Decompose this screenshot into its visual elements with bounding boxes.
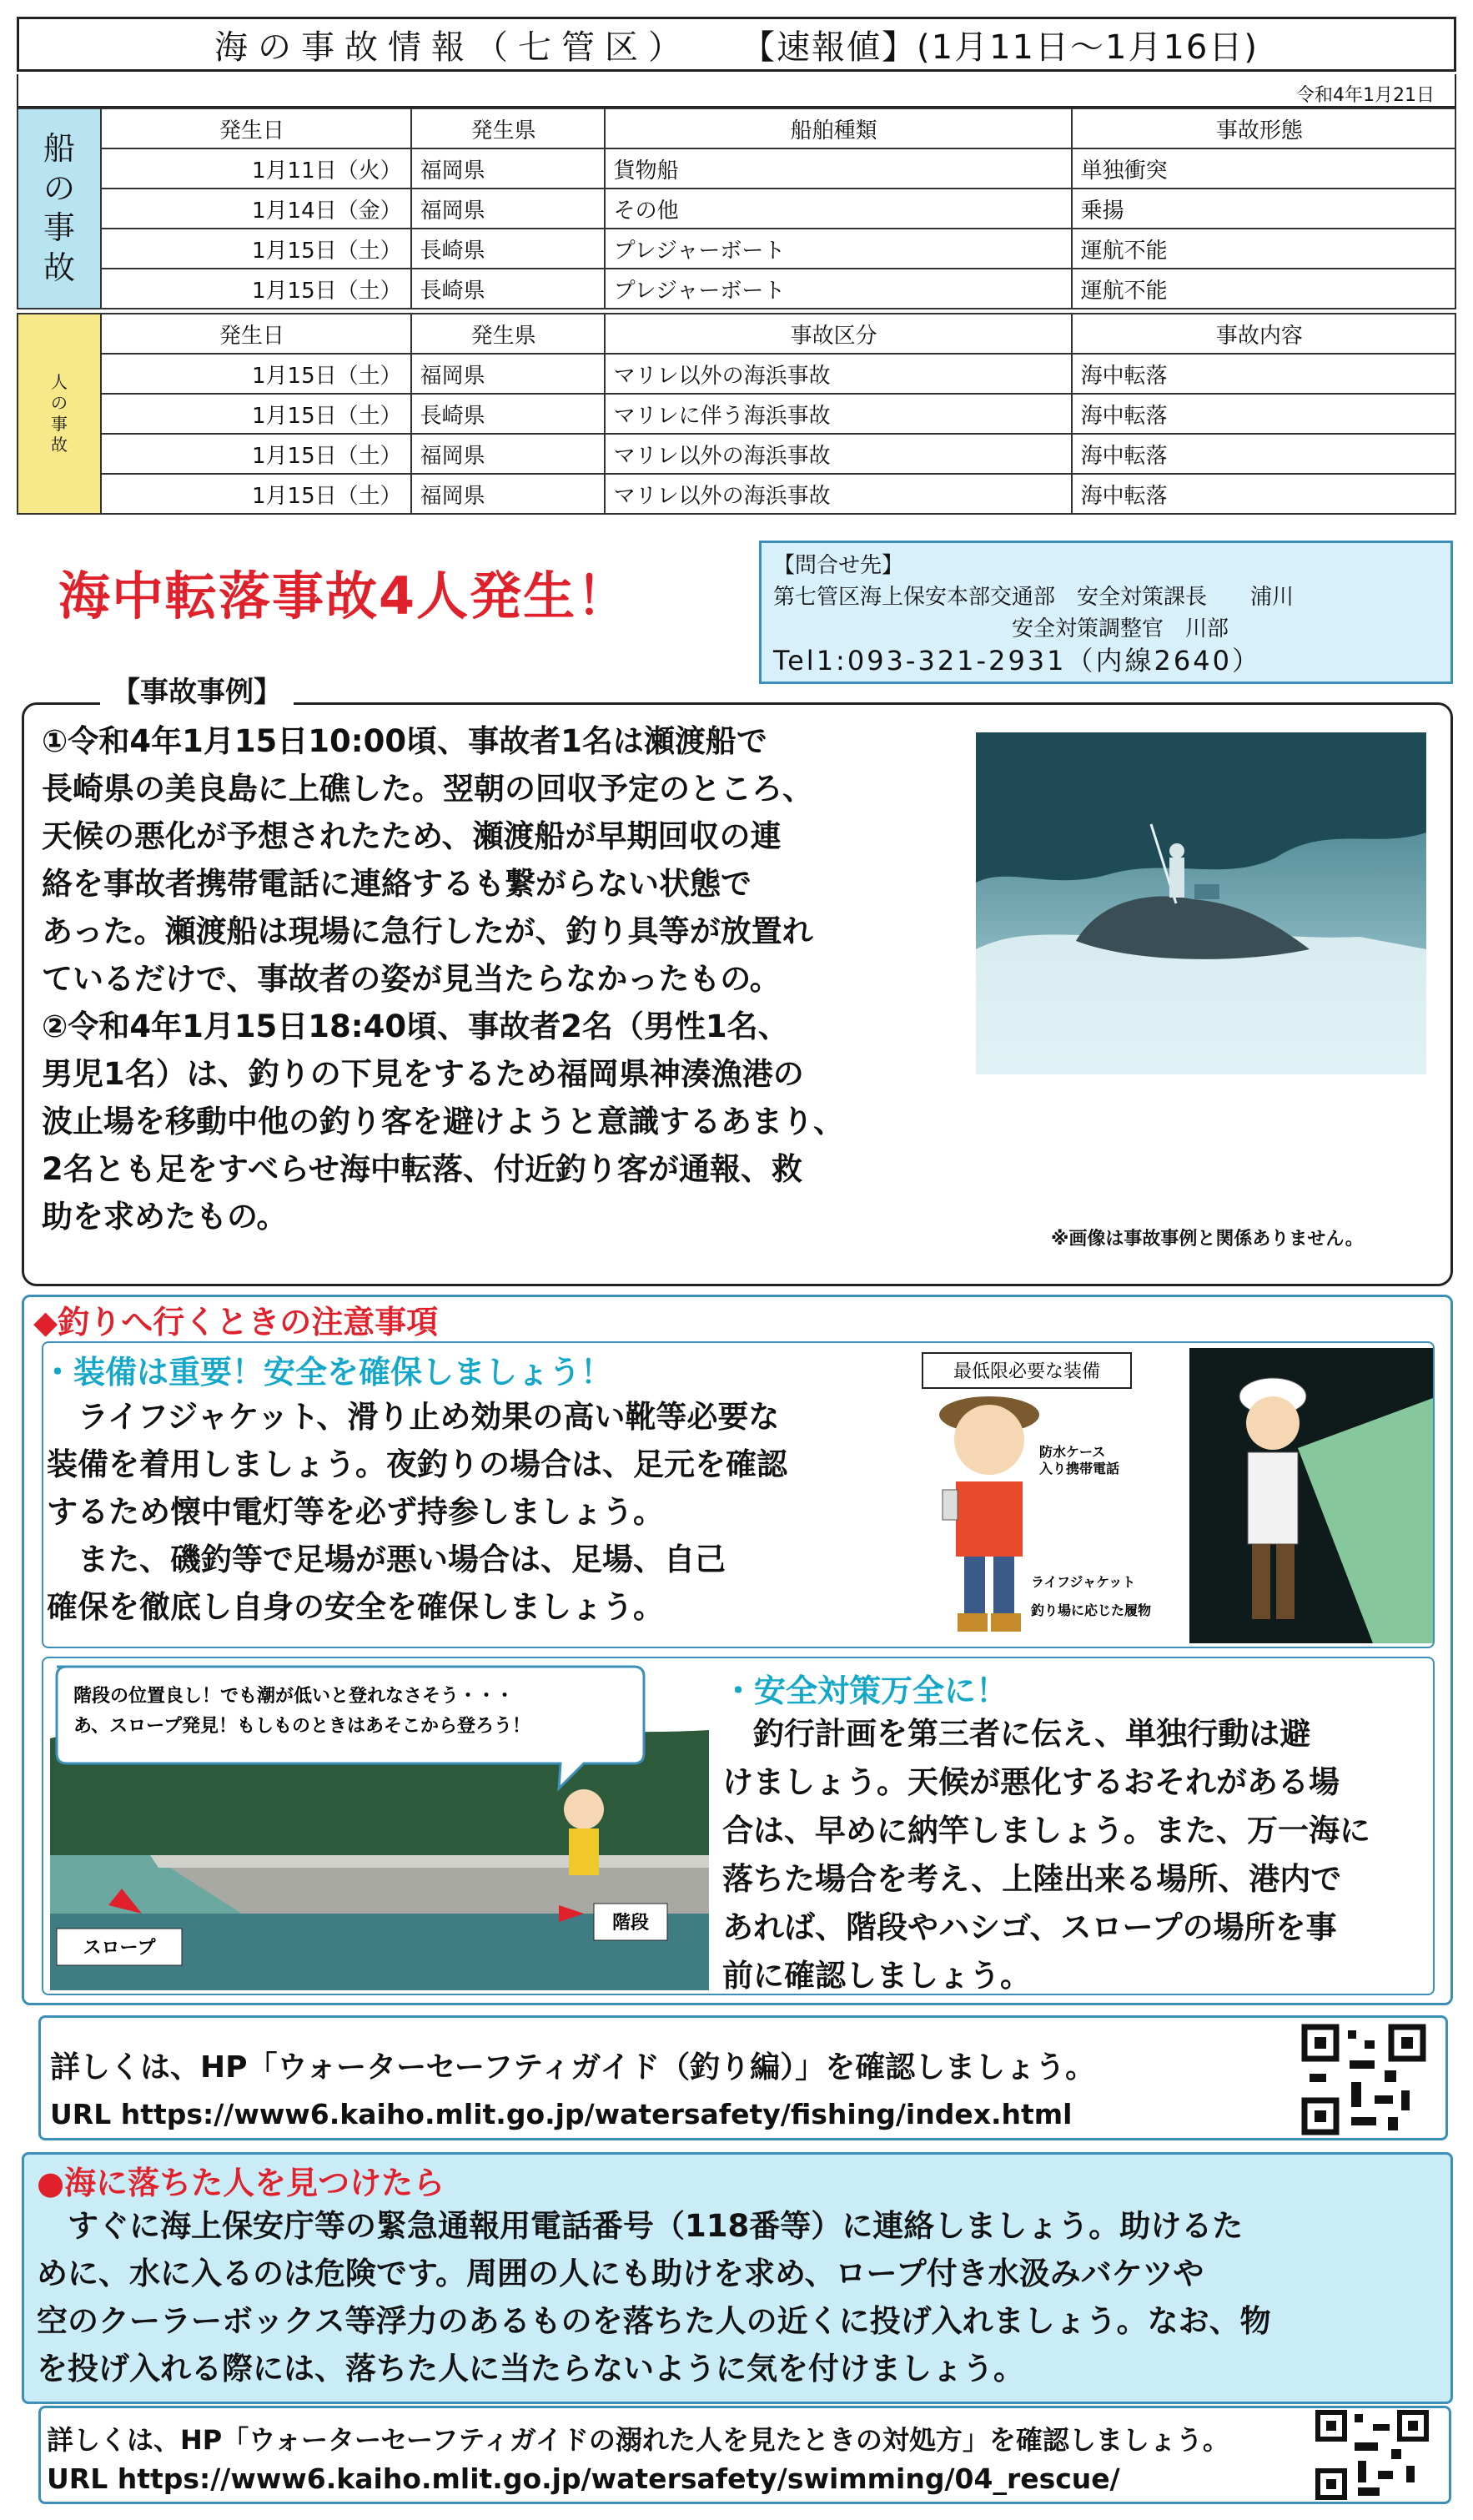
safety-heading: ・安全対策万全に！ xyxy=(722,1672,1008,1709)
precautions-title: ◆釣りへ行くときの注意事項 xyxy=(33,1304,439,1340)
svg-text:階段: 階段 xyxy=(611,1913,650,1934)
safety-text: 釣行計画を第三者に伝え、単独行動は避 けましょう。天候が悪化するおそれがある場 合は、早めに納竿しましょう。また、万一海に 落ちた場合を考え、上陸出来る場所、港内で あれば、階段やハシゴ、スロープの場所を事 前に確認しましょう。 xyxy=(722,1716,1370,1994)
table-row: 1月15日（土） 長崎県 プレジャーボート 運航不能 xyxy=(18,229,1455,269)
equipment-illustration xyxy=(906,1348,1433,1643)
document-subtitle: 【速報値】(1月11日〜1月16日) xyxy=(742,28,1259,67)
angler-on-rock-photo xyxy=(976,732,1426,1074)
rescue-text: すぐに海上保安庁等の緊急通報用電話番号（118番等）に連絡しましょう。助けるた めに、水に入るのは危険です。周囲の人にも助けを求め、ロープ付き水汲みバケツや 空のクーラーボックス等浮力のあるものを落ちた人の近くに投げ入れましょう。なお、物 を投げ入れる際には、落ちた人に当たらないように気を付けましょう。 xyxy=(37,2208,1271,2387)
accident-case-title: 【事故事例】 xyxy=(100,669,294,710)
equipment-heading: ・装備は重要！安全を確保しましょう！ xyxy=(42,1354,613,1391)
qr-code-icon xyxy=(1315,2409,1430,2501)
contact-title: 【問合せ先】 xyxy=(773,553,904,578)
fishing-guide-url[interactable]: URL https://www6.kaiho.mlit.go.jp/watersafety/fishing/index.html xyxy=(50,2098,1073,2130)
fishing-guide-text: 詳しくは、HP「ウォーターセーフティガイド（釣り編）」を確認しましょう。 xyxy=(50,2050,1096,2085)
contact-box xyxy=(759,541,1453,684)
issue-date: 令和4年1月21日 xyxy=(17,74,1456,108)
contact-phone: Tel1:093-321-2931（内線2640） xyxy=(773,645,1261,677)
rescue-title: ●海に落ちた人を見つけたら xyxy=(37,2165,445,2201)
harbour-slope-photo xyxy=(50,1663,709,1990)
svg-text:あ、スロープ発見！もしものときはあそこから登ろう！: あ、スロープ発見！もしものときはあそこから登ろう！ xyxy=(73,1716,531,1737)
svg-text:スロープ: スロープ xyxy=(83,1938,156,1959)
ship-accident-table xyxy=(17,108,1456,309)
svg-text:入り携帯電話: 入り携帯電話 xyxy=(1039,1461,1120,1476)
contact-line-1: 第七管区海上保安本部交通部 安全対策課長 浦川 xyxy=(773,585,1295,610)
table-row: 1月15日（土） 長崎県 マリレに伴う海浜事故 海中転落 xyxy=(18,394,1455,434)
table-row: 1月15日（土） 福岡県 マリレ以外の海浜事故 海中転落 xyxy=(18,474,1455,514)
alert-headline: 海中転落事故4人発生！ xyxy=(58,566,631,626)
table-row: 1月15日（土） 長崎県 プレジャーボート 運航不能 xyxy=(18,269,1455,309)
rescue-guide-text: 詳しくは、HP「ウォーターセーフティガイドの溺れた人を見たときの対処方」を確認しましょう。 xyxy=(47,2424,1229,2456)
ship-accident-side-label: 船 の 事 故 xyxy=(18,108,101,309)
document-header xyxy=(17,17,1456,72)
person-accident-side-label: 人 の 事 故 xyxy=(18,314,101,514)
page xyxy=(17,17,1456,2507)
document-title: 海の事故情報（七管区） xyxy=(214,28,692,67)
table-row: 1月15日（土） 福岡県 マリレ以外の海浜事故 海中転落 xyxy=(18,354,1455,394)
table-header-row: 船 の 事 故 発生日 発生県 船舶種類 事故形態 xyxy=(18,108,1455,148)
table-row: 1月14日（金） 福岡県 その他 乗揚 xyxy=(18,189,1455,229)
contact-line-2: 安全対策調整官 川部 xyxy=(1012,616,1229,641)
svg-text:最低限必要な装備: 最低限必要な装備 xyxy=(953,1361,1101,1382)
person-accident-table xyxy=(17,313,1456,515)
accident-case-text: ①令和4年1月15日10:00頃、事故者1名は瀬渡船で 長崎県の美良島に上礁した。翌朝の回収予定のところ、 天候の悪化が予想されたため、瀬渡船が早期回収の連 絡を事故者携帯電話に連絡するも繋がらない状態で あった。瀬渡船は現場に急行したが、釣り具等が放置れ ているだけで、事故者の姿が見当たらなかったもの。 ②令和4年1月15日18:40頃、事故者2名（男性1名、 男児1名）は、釣りの下見をするため福岡県神湊漁港の 波止場を移動中他の釣り客を避けようと意識するあまり、 2名とも足をすべらせ海中転落、付近釣り客が通報、救 助を求めたもの。 xyxy=(42,723,844,1235)
svg-text:ライフジャケット: ライフジャケット xyxy=(1031,1574,1136,1590)
svg-text:釣り場に応じた履物: 釣り場に応じた履物 xyxy=(1031,1602,1152,1618)
table-row: 1月15日（土） 福岡県 マリレ以外の海浜事故 海中転落 xyxy=(18,434,1455,474)
photo-disclaimer: ※画像は事故事例と関係ありません。 xyxy=(1051,1229,1364,1250)
equipment-text: ライフジャケット、滑り止め効果の高い靴等必要な 装備を着用しましょう。夜釣りの場合は、足元を確認 するため懐中電灯等を必ず持参しましょう。 また、磯釣等で足場が悪い場合は、足場、自己 確保を徹底し自身の安全を確保しましょう。 xyxy=(47,1399,787,1625)
svg-text:防水ケース: 防水ケース xyxy=(1039,1444,1106,1460)
table-header-row: 人 の 事 故 発生日 発生県 事故区分 事故内容 xyxy=(18,314,1455,354)
svg-text:階段の位置良し！でも潮が低いと登れなさそう・・・: 階段の位置良し！でも潮が低いと登れなさそう・・・ xyxy=(73,1686,515,1707)
table-row: 1月11日（火） 福岡県 貨物船 単独衝突 xyxy=(18,148,1455,189)
qr-code-icon xyxy=(1301,2024,1426,2135)
rescue-guide-url[interactable]: URL https://www6.kaiho.mlit.go.jp/watersafety/swimming/04_rescue/ xyxy=(47,2462,1120,2495)
